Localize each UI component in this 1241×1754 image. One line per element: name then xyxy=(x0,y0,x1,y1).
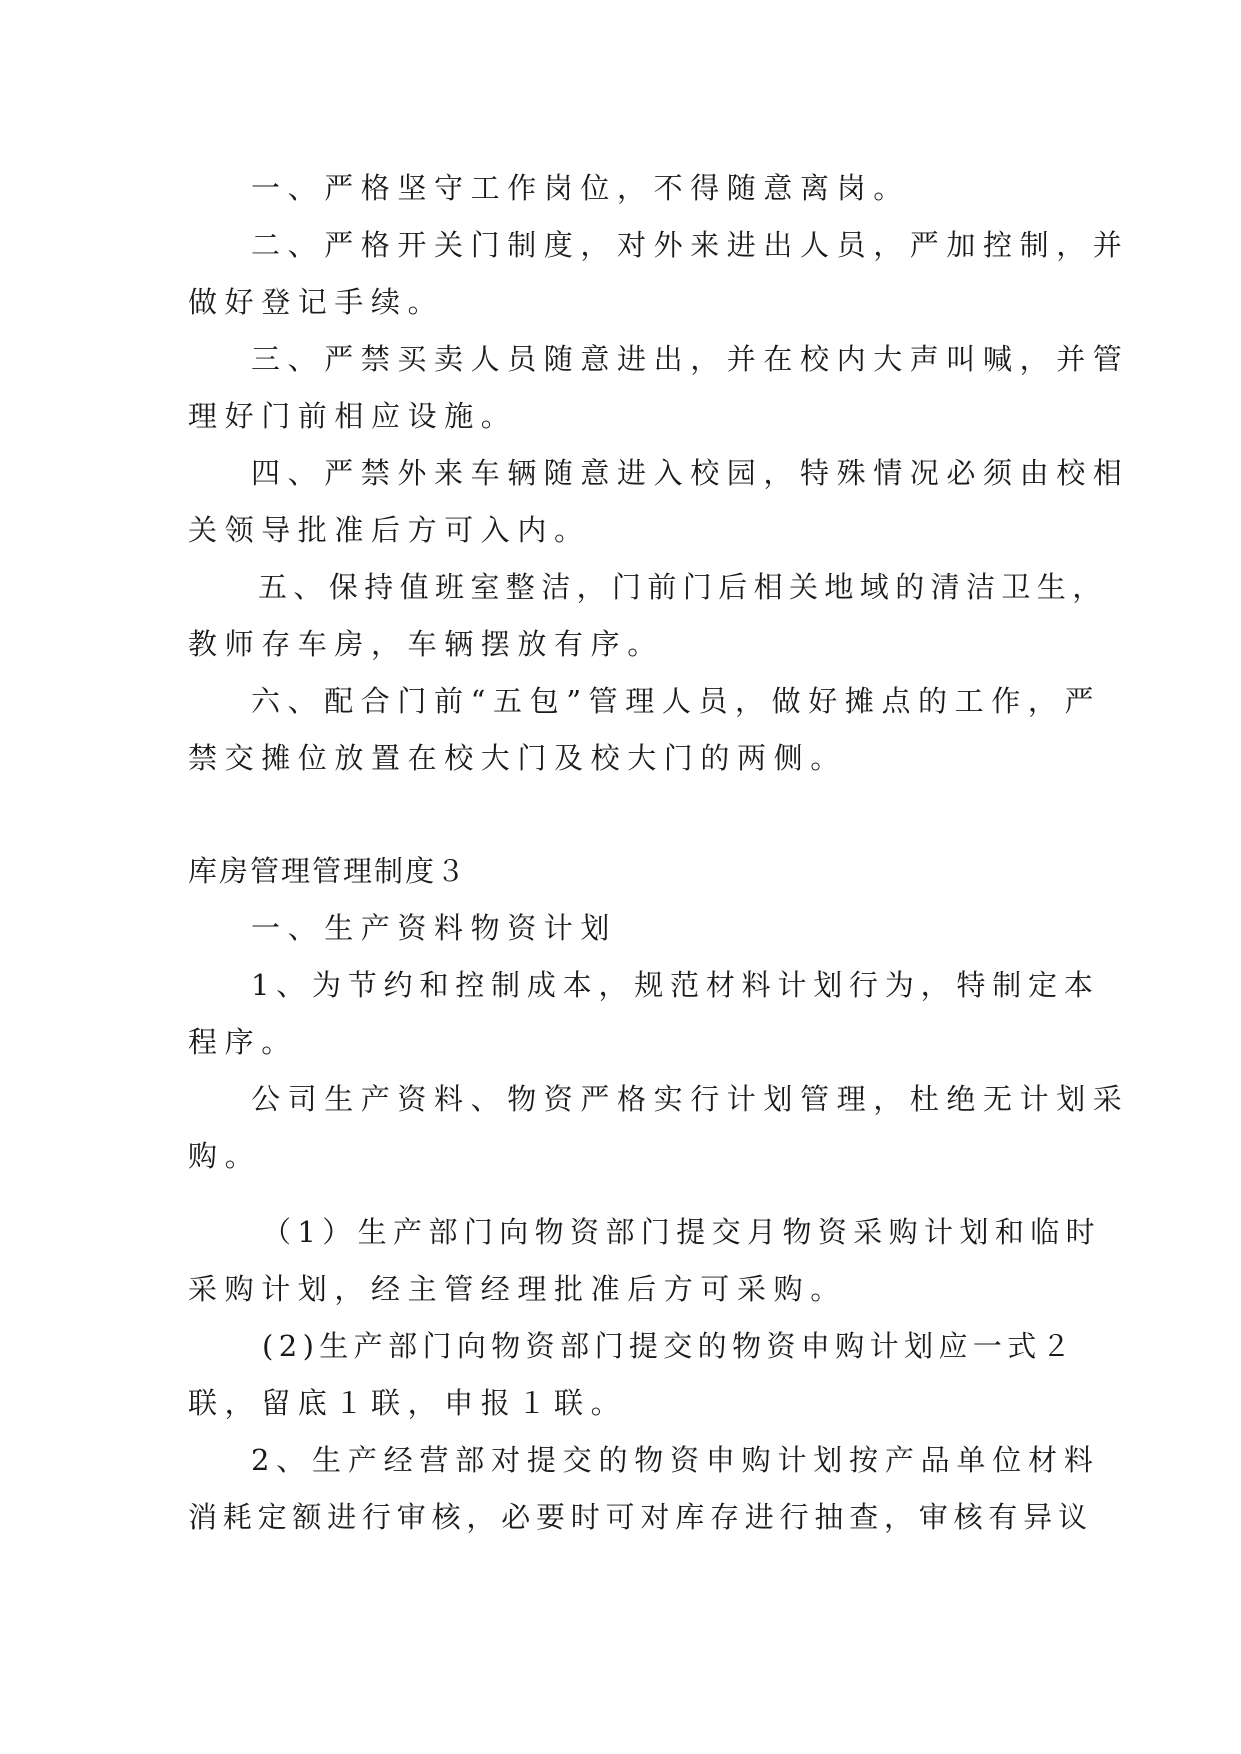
section-heading: 库房管理管理制度３ xyxy=(188,854,468,888)
subitem-1-line-1: （1）生产部门向物资部门提交月物资采购计划和临时 xyxy=(262,1215,1102,1249)
rule-6-line-1: 六、配合门前“五包”管理人员，做好摊点的工作，严 xyxy=(251,684,1102,718)
paragraph-line-1: 公司生产资料、物资严格实行计划管理，杜绝无计划采 xyxy=(251,1082,1130,1116)
rule-3-line-2: 理好门前相应设施。 xyxy=(188,399,518,433)
subitem-2-line-2: 联，留底１联，申报１联。 xyxy=(188,1386,628,1420)
rule-5-line-1: 五、保持值班室整洁，门前门后相关地域的清洁卫生， xyxy=(258,570,1108,604)
paragraph-line-2: 购。 xyxy=(188,1139,262,1173)
item-1-line-2: 程序。 xyxy=(188,1025,298,1059)
rule-1-line: 一、严格坚守工作岗位，不得随意离岗。 xyxy=(251,171,910,205)
rule-6-line-2: 禁交摊位放置在校大门及校大门的两侧。 xyxy=(188,741,847,775)
rule-5-line-2: 教师存车房，车辆摆放有序。 xyxy=(188,627,664,661)
subitem-2-line-1: (2)生产部门向物资部门提交的物资申购计划应一式２ xyxy=(262,1329,1077,1363)
item-2-line-1: 2、生产经营部对提交的物资申购计划按产品单位材料 xyxy=(251,1443,1100,1477)
item-1-line-1: 1、为节约和控制成本，规范材料计划行为，特制定本 xyxy=(251,968,1100,1002)
item-2-line-2: 消耗定额进行审核，必要时可对库存进行抽查，审核有异议 xyxy=(188,1500,1093,1534)
rule-2-line-1: 二、严格开关门制度，对外来进出人员，严加控制，并 xyxy=(251,228,1130,262)
rule-2-line-2: 做好登记手续。 xyxy=(188,285,445,319)
rule-4-line-2: 关领导批准后方可入内。 xyxy=(188,513,591,547)
rule-4-line-1: 四、严禁外来车辆随意进入校园，特殊情况必须由校相 xyxy=(251,456,1130,490)
rule-3-line-1: 三、严禁买卖人员随意进出，并在校内大声叫喊，并管 xyxy=(251,342,1130,376)
subitem-1-line-2: 采购计划，经主管经理批准后方可采购。 xyxy=(188,1272,847,1306)
subsection-heading: 一、生产资料物资计划 xyxy=(251,911,618,945)
